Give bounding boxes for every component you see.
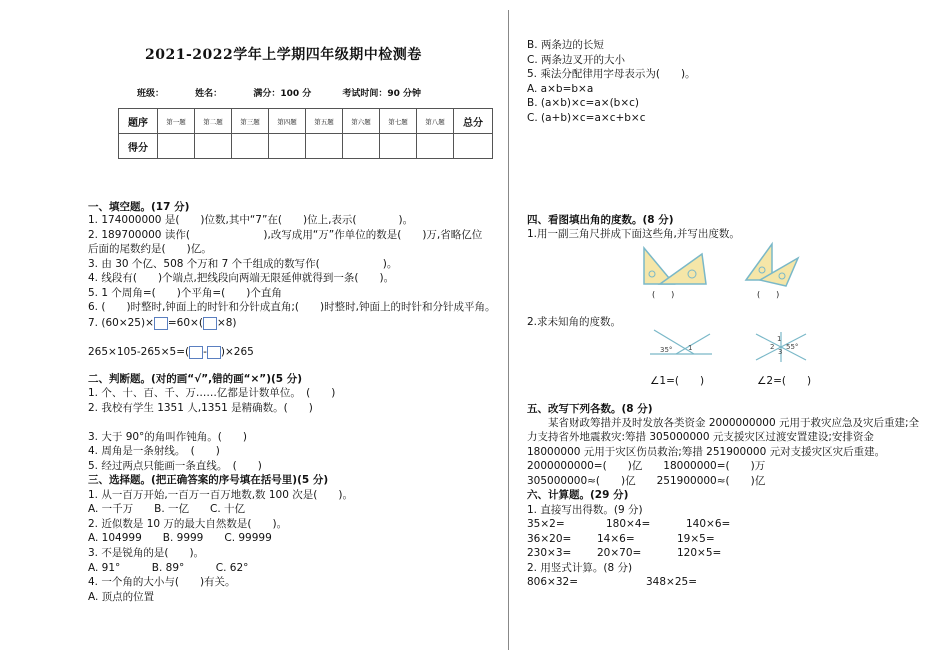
section-5-title: 五、改写下列各数。(8 分) xyxy=(527,403,653,415)
choice-q3-options: A. 91° B. 89° C. 62° xyxy=(88,562,249,574)
angle-35-label: 35° xyxy=(660,346,673,354)
section-4-q2: 2.求未知角的度数。 xyxy=(527,316,622,328)
fill-q7-part1: 7. (60×25)× xyxy=(88,317,154,329)
section-5-text-2: 力支持省外地震救灾:筹措 305000000 元支援灾区过渡安置建设;安排资金 xyxy=(527,431,874,443)
choice-q2-options: A. 104999 B. 9999 C. 99999 xyxy=(88,532,272,544)
section-5-text-3: 18000000 元用于灾区伤员救治;筹措 251900000 元对支援灾区灾后重建。 xyxy=(527,446,886,458)
exam-time: 考试时间：90 分钟 xyxy=(342,89,422,99)
judge-q1: 1. 个、十、百、千、万……亿都是计数单位。 ( ) xyxy=(88,387,336,399)
choice-q1: 1. 从一百万开始,一百万一百万地数,数 100 次是( )。 xyxy=(88,489,353,501)
score-cell[interactable] xyxy=(232,134,269,159)
section-6-q2: 2. 用竖式计算。(8 分) xyxy=(527,562,633,574)
fill-q5: 5. 1 个周角=( )个平角=( )个直角 xyxy=(88,287,282,299)
answer-box[interactable] xyxy=(189,346,203,359)
angle-55-label: 55° xyxy=(786,343,799,351)
section-6-q1: 1. 直接写出得数。(9 分) xyxy=(527,504,643,516)
choice-q4: 4. 一个角的大小与( )有关。 xyxy=(88,576,236,588)
figure-1-answer[interactable]: ( ) xyxy=(652,290,675,299)
angle-1-label: 1 xyxy=(688,344,693,352)
choice-q5-option-a: A. a×b=b×a xyxy=(527,83,594,95)
choice-q4-option-a: A. 顶点的位置 xyxy=(88,591,155,603)
score-cell[interactable] xyxy=(195,134,232,159)
class-label: 班级： xyxy=(137,89,165,99)
total-label: 总分 xyxy=(454,109,493,134)
section-2-title: 二、判断题。(对的画“√”,错的画“×”)(5 分) xyxy=(88,373,303,385)
fill-q2-cont: 后面的尾数约是( )亿。 xyxy=(88,243,212,255)
score-cell[interactable] xyxy=(343,134,380,159)
choice-q2: 2. 近似数是 10 万的最大自然数是( )。 xyxy=(88,518,288,530)
score-col: 第八题 xyxy=(417,109,454,134)
fill-q7-line2-part2: - xyxy=(203,346,207,358)
vertical-calc: 806×32= xyxy=(527,576,578,588)
calc-row: 19×5= xyxy=(677,533,715,545)
score-cell[interactable] xyxy=(417,134,454,159)
score-cell[interactable] xyxy=(380,134,417,159)
fill-q7 xyxy=(88,316,237,330)
choice-q5-option-c: C. (a+b)×c=a×c+b×c xyxy=(527,112,646,124)
calc-row: 36×20= xyxy=(527,533,572,545)
score-cell[interactable] xyxy=(158,134,195,159)
score-cell[interactable] xyxy=(306,134,343,159)
name-label: 姓名： xyxy=(195,89,223,99)
angle-label-3: 3 xyxy=(778,348,783,356)
judge-q3: 3. 大于 90°的角叫作钝角。( ) xyxy=(88,431,247,443)
score-col: 第七题 xyxy=(380,109,417,134)
score-row-label: 得分 xyxy=(119,134,158,159)
score-col: 第四题 xyxy=(269,109,306,134)
exam-info xyxy=(137,86,449,99)
fill-q1: 1. 174000000 是( )位数,其中“7”在( )位上,表示( )。 xyxy=(88,214,414,226)
calc-row: 120×5= xyxy=(677,547,722,559)
choice-q5: 5. 乘法分配律用字母表示为( )。 xyxy=(527,68,696,80)
page-title: 2021-2022学年上学期四年级期中检测卷 xyxy=(145,47,422,63)
column-divider xyxy=(508,10,509,650)
figure-2-answer[interactable]: ( ) xyxy=(757,290,780,299)
section-5-rewrite-1: 2000000000=( )亿 18000000=( )万 xyxy=(527,460,766,472)
fill-q7-line2 xyxy=(88,345,254,359)
answer-box[interactable] xyxy=(154,317,168,330)
fill-q7-part3: ×8) xyxy=(216,317,237,329)
calc-row: 35×2= xyxy=(527,518,565,530)
judge-q5: 5. 经过两点只能画一条直线。 ( ) xyxy=(88,460,262,472)
angle-label-2: 2 xyxy=(770,343,775,351)
vertical-calc: 348×25= xyxy=(646,576,697,588)
section-1-title: 一、填空题。(17 分) xyxy=(88,201,190,213)
triangle-ruler-figure-2 xyxy=(742,240,802,288)
answer-box[interactable] xyxy=(203,317,217,330)
angle-figure-1 xyxy=(648,326,714,360)
calc-row: 20×70= xyxy=(597,547,642,559)
choice-q4-option-c: C. 两条边叉开的大小 xyxy=(527,54,626,66)
score-cell[interactable] xyxy=(269,134,306,159)
angle-figure-2 xyxy=(752,330,810,364)
section-4-title: 四、看图填出角的度数。(8 分) xyxy=(527,214,674,226)
section-3-title: 三、选择题。(把正确答案的序号填在括号里)(5 分) xyxy=(88,474,329,486)
calc-row: 14×6= xyxy=(597,533,635,545)
section-5-rewrite-2: 305000000≈( )亿 251900000≈( )亿 xyxy=(527,475,766,487)
choice-q5-option-b: B. (a×b)×c=a×(b×c) xyxy=(527,97,639,109)
score-col: 第五题 xyxy=(306,109,343,134)
calc-row: 180×4= xyxy=(606,518,651,530)
calc-row: 140×6= xyxy=(686,518,731,530)
fill-q3: 3. 由 30 个亿、508 个万和 7 个千组成的数写作( )。 xyxy=(88,258,398,270)
choice-q4-option-b: B. 两条边的长短 xyxy=(527,39,604,51)
score-col: 第一题 xyxy=(158,109,195,134)
choice-q3: 3. 不是锐角的是( )。 xyxy=(88,547,205,559)
fill-q4: 4. 线段有( )个端点,把线段向两端无限延伸就得到一条( )。 xyxy=(88,272,395,284)
score-cell[interactable] xyxy=(454,134,493,159)
triangle-ruler-figure-1 xyxy=(640,240,710,288)
fill-q7-line2-part3: )×265 xyxy=(220,346,254,358)
angle-1-answer[interactable]: ∠1=( ) xyxy=(650,375,705,387)
answer-box[interactable] xyxy=(207,346,221,359)
choice-q1-options: A. 一千万 B. 一亿 C. 十亿 xyxy=(88,503,246,515)
fill-q7-part2: =60×( xyxy=(167,317,203,329)
score-col: 第二题 xyxy=(195,109,232,134)
score-table xyxy=(118,108,493,159)
fill-q6: 6. ( )时整时,钟面上的时针和分针成直角;( )时整时,钟面上的时针和分针成平角。 xyxy=(88,301,496,313)
section-4-q1: 1.用一副三角尺拼成下面这些角,并写出度数。 xyxy=(527,228,740,240)
angle-2-answer[interactable]: ∠2=( ) xyxy=(757,375,812,387)
section-6-title: 六、计算题。(29 分) xyxy=(527,489,629,501)
section-5-text-1: 某省财政筹措并及时发放各类资金 2000000000 元用于救灾应急及灾后重建;全 xyxy=(527,417,920,429)
score-table-header: 题序 xyxy=(119,109,158,134)
full-score: 满分：100 分 xyxy=(253,89,312,99)
score-col: 第三题 xyxy=(232,109,269,134)
fill-q7-line2-part1: 265×105-265×5=( xyxy=(88,346,190,358)
judge-q4: 4. 周角是一条射线。 ( ) xyxy=(88,445,220,457)
angle-label-1: 1 xyxy=(777,335,782,343)
calc-row: 230×3= xyxy=(527,547,572,559)
fill-q2: 2. 189700000 读作( ),改写成用“万”作单位的数是( )万,省略亿位 xyxy=(88,229,483,241)
judge-q2: 2. 我校有学生 1351 人,1351 是精确数。( ) xyxy=(88,402,313,414)
score-col: 第六题 xyxy=(343,109,380,134)
